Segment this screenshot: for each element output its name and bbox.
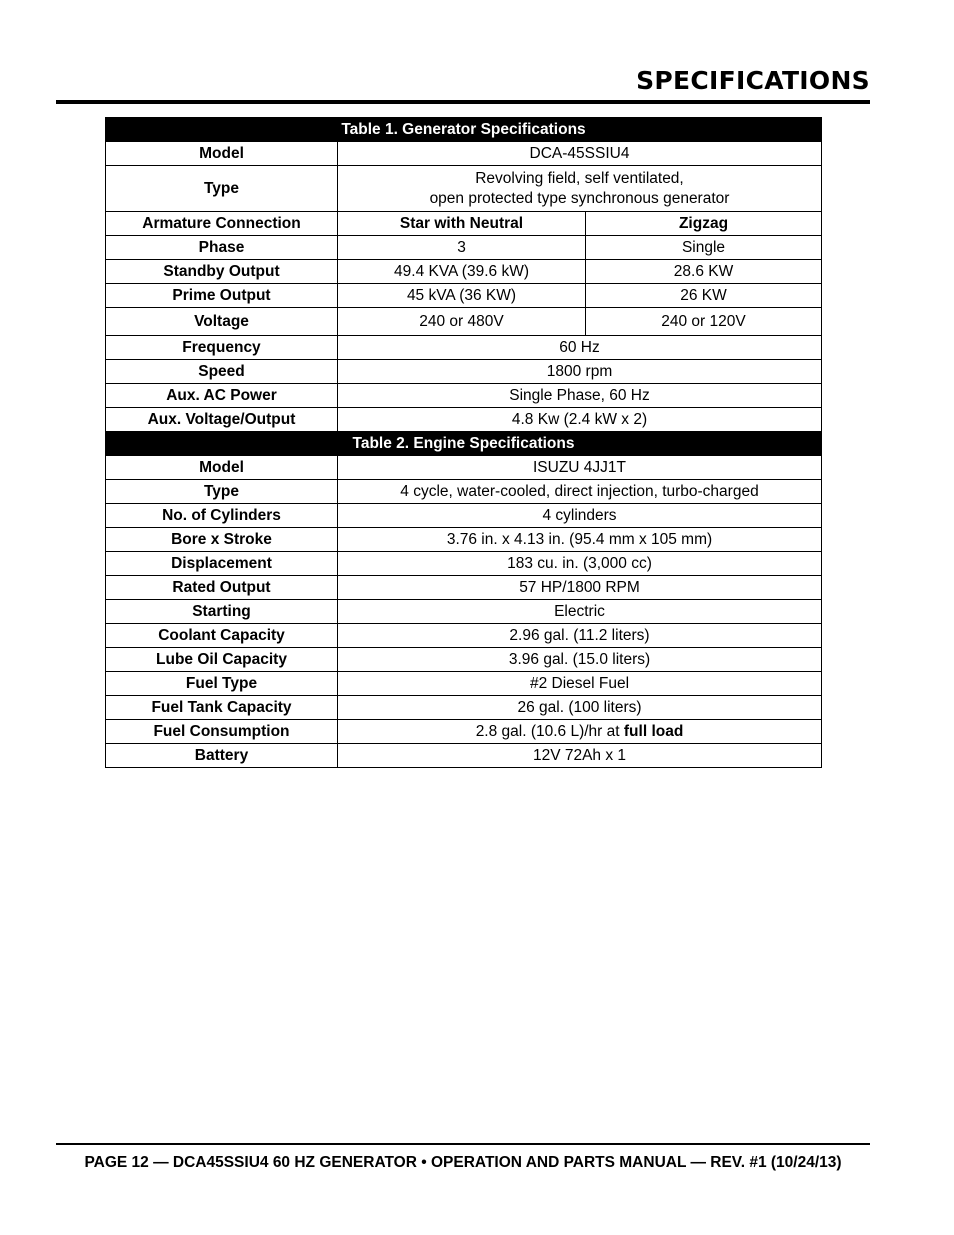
page-footer: PAGE 12 — DCA45SSIU4 60 HZ GENERATOR • OPERATION AND PARTS MANUAL — REV. #1 (10/24/13) [84, 1154, 842, 1171]
row-label: Displacement [106, 552, 338, 576]
table-row [106, 212, 822, 236]
row-value: Single Phase, 60 Hz [338, 384, 822, 408]
fuel-consumption-emphasis: full load [623, 722, 684, 740]
table-row [106, 648, 822, 672]
table-row [106, 696, 822, 720]
row-value: 4 cycle, water-cooled, direct injection, turbo-charged [338, 480, 822, 504]
row-label: Aux. Voltage/Output [106, 408, 338, 432]
row-value: ISUZU 4JJ1T [338, 456, 822, 480]
table-row [106, 142, 822, 166]
row-label: Type [106, 480, 338, 504]
footer-rule [56, 1143, 870, 1145]
type-line-1: Revolving field, self ventilated, [475, 169, 684, 187]
table-row [106, 552, 822, 576]
table-row [106, 576, 822, 600]
table-row [106, 672, 822, 696]
page-title: SPECIFICATIONS [636, 66, 870, 95]
table-row [106, 480, 822, 504]
table1-header-row [106, 118, 822, 142]
row-value: 240 or 480V [338, 308, 586, 336]
row-label: Standby Output [106, 260, 338, 284]
row-value: DCA-45SSIU4 [338, 142, 822, 166]
table-row [106, 308, 822, 336]
row-label: No. of Cylinders [106, 504, 338, 528]
table2-title: Table 2. Engine Specifications [106, 432, 822, 456]
column-header-zigzag: Zigzag [586, 212, 822, 236]
row-value: 4 cylinders [338, 504, 822, 528]
row-label: Frequency [106, 336, 338, 360]
table-row [106, 528, 822, 552]
row-value: 3 [338, 236, 586, 260]
row-label: Rated Output [106, 576, 338, 600]
row-value: 12V 72Ah x 1 [338, 744, 822, 768]
row-value: 1800 rpm [338, 360, 822, 384]
row-value: 45 kVA (36 KW) [338, 284, 586, 308]
row-label: Starting [106, 600, 338, 624]
table-row [106, 166, 822, 212]
table-row [106, 384, 822, 408]
table2-header-row [106, 432, 822, 456]
title-rule [56, 100, 870, 104]
row-value [338, 720, 822, 744]
row-label: Fuel Consumption [106, 720, 338, 744]
row-label: Battery [106, 744, 338, 768]
row-value: 240 or 120V [586, 308, 822, 336]
row-label: Lube Oil Capacity [106, 648, 338, 672]
column-header-star: Star with Neutral [338, 212, 586, 236]
table-row [106, 744, 822, 768]
table-row [106, 360, 822, 384]
table-row [106, 600, 822, 624]
row-label: Voltage [106, 308, 338, 336]
table-row [106, 260, 822, 284]
row-label: Phase [106, 236, 338, 260]
row-value: 57 HP/1800 RPM [338, 576, 822, 600]
row-value: 2.96 gal. (11.2 liters) [338, 624, 822, 648]
row-value: Single [586, 236, 822, 260]
specifications-table [105, 117, 822, 768]
table-row [106, 284, 822, 308]
table-row [106, 624, 822, 648]
row-value: 26 gal. (100 liters) [338, 696, 822, 720]
row-value: #2 Diesel Fuel [338, 672, 822, 696]
table-row [106, 336, 822, 360]
table-row [106, 504, 822, 528]
row-label: Speed [106, 360, 338, 384]
row-label: Coolant Capacity [106, 624, 338, 648]
row-label: Type [106, 166, 338, 212]
row-value: 183 cu. in. (3,000 cc) [338, 552, 822, 576]
table-row [106, 236, 822, 260]
row-label: Prime Output [106, 284, 338, 308]
type-line-2: open protected type synchronous generator [429, 189, 730, 207]
row-value: 4.8 Kw (2.4 kW x 2) [338, 408, 822, 432]
row-value [338, 166, 822, 212]
row-label: Fuel Tank Capacity [106, 696, 338, 720]
row-value: 3.76 in. x 4.13 in. (95.4 mm x 105 mm) [338, 528, 822, 552]
table-row [106, 456, 822, 480]
row-label: Model [106, 456, 338, 480]
table1-title: Table 1. Generator Specifications [106, 118, 822, 142]
row-value: 26 KW [586, 284, 822, 308]
row-value: Electric [338, 600, 822, 624]
row-value: 28.6 KW [586, 260, 822, 284]
row-label: Fuel Type [106, 672, 338, 696]
row-label: Model [106, 142, 338, 166]
fuel-consumption-value: 2.8 gal. (10.6 L)/hr at [475, 722, 620, 740]
row-label: Aux. AC Power [106, 384, 338, 408]
row-value: 49.4 KVA (39.6 kW) [338, 260, 586, 284]
row-value: 3.96 gal. (15.0 liters) [338, 648, 822, 672]
row-label: Bore x Stroke [106, 528, 338, 552]
row-label: Armature Connection [106, 212, 338, 236]
table-row [106, 720, 822, 744]
row-value: 60 Hz [338, 336, 822, 360]
table-row [106, 408, 822, 432]
